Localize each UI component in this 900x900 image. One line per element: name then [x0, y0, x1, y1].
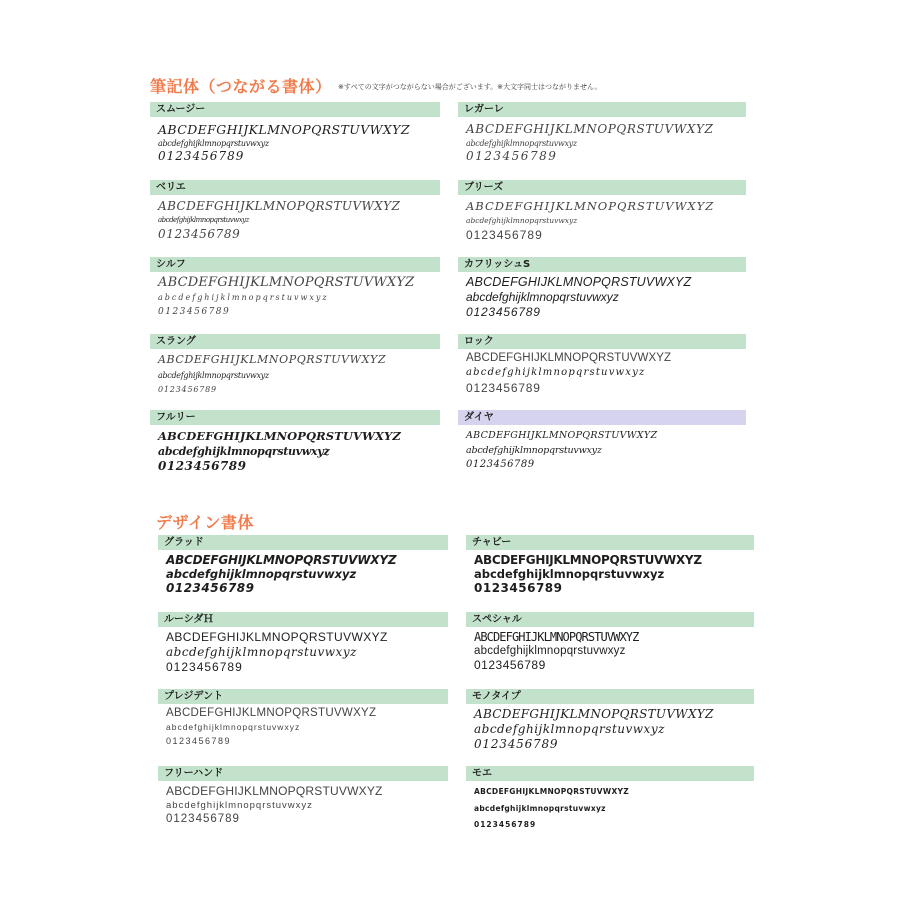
sample-digits: 0123456789: [474, 658, 546, 672]
sample-digits: 0123456789: [158, 385, 217, 394]
sample-digits: 0123456789: [474, 581, 563, 595]
sample-lowercase: abcdefghijklmnopqrstuvwxyz: [166, 722, 301, 732]
sample-uppercase: ABCDEFGHIJKLMNOPQRSTUVWXYZ: [474, 553, 702, 567]
font-name: フルリー: [150, 410, 440, 425]
font-card-special: [466, 612, 754, 672]
font-name: ダイヤ: [458, 410, 746, 425]
sample-uppercase: ABCDEFGHIJKLMNOPQRSTUVWXYZ: [158, 122, 410, 137]
sample-uppercase: ABCDEFGHIJKLMNOPQRSTUVWXYZ: [466, 199, 715, 213]
sample-uppercase: ABCDEFGHIJKLMNOPQRSTUVWXYZ: [166, 553, 397, 567]
sample-lowercase: abcdefghijklmnopqrstuvwxyz: [158, 445, 330, 458]
font-name: シルフ: [150, 257, 440, 272]
font-name: スラング: [150, 334, 440, 349]
sample-digits: 0123456789: [158, 227, 241, 241]
sample-uppercase: ABCDEFGHIJKLMNOPQRSTUVWXYZ: [466, 430, 658, 441]
sample-lowercase: abcdefghijklmnopqrstuvwxyz: [466, 290, 619, 304]
sample-digits: 0123456789: [466, 459, 535, 470]
font-card-slang: [150, 334, 440, 394]
font-card-berrier: [150, 180, 440, 241]
sample-lowercase: abcdefghijklmnopqrstuvwxyz: [166, 645, 357, 659]
sample-lowercase: abcdefghijklmnopqrstuvwxyz: [466, 216, 578, 225]
section-title-script: 筆記体（つながる書体）: [150, 77, 332, 96]
font-card-monotype: [466, 689, 754, 751]
font-name: カフリッシュS: [458, 257, 746, 272]
font-name: モエ: [466, 766, 754, 781]
font-card-diamond: [458, 410, 746, 470]
font-name: グラッド: [158, 535, 448, 550]
sample-digits: 0123456789: [474, 820, 537, 829]
font-card-sylph: [150, 257, 440, 317]
sample-uppercase: ABCDEFGHIJKLMNOPQRSTUVWXYZ: [474, 707, 714, 721]
sample-lowercase: abcdefghijklmnopqrstuvwxyz: [158, 216, 249, 224]
font-card-breeze: [458, 180, 746, 242]
sample-digits: 0123456789: [166, 813, 240, 825]
sample-uppercase: ABCDEFGHIJKLMNOPQRSTUVWXYZ: [466, 122, 714, 136]
sample-lowercase: abcdefghijklmnopqrstuvwxyz: [466, 139, 577, 148]
font-card-lucida-h: [158, 612, 448, 674]
sample-lowercase: abcdefghijklmnopqrstuvwxyz: [474, 645, 626, 657]
sample-uppercase: ABCDEFGHIJKLMNOPQRSTUVWXYZ: [466, 352, 672, 364]
font-name: ブリーズ: [458, 180, 746, 195]
sample-digits: 0123456789: [158, 459, 247, 473]
sample-digits: 0123456789: [158, 307, 231, 317]
sample-lowercase: abcdefghijklmnopqrstuvwxyz: [466, 367, 646, 378]
sample-uppercase: ABCDEFGHIJKLMNOPQRSTUVWXYZ: [158, 275, 415, 290]
sample-digits: 0123456789: [466, 305, 541, 319]
font-name: ルーシダＨ: [158, 612, 448, 627]
section-title-design: デザイン書体: [156, 513, 254, 532]
font-card-fleurie: [150, 410, 440, 473]
sample-uppercase: ABCDEFGHIJKLMNOPQRSTUVWXYZ: [158, 353, 387, 366]
font-name: チャビー: [466, 535, 754, 550]
font-card-president: [158, 689, 448, 746]
sample-uppercase: ABCDEFGHIJKLMNOPQRSTUVWXYZ: [158, 199, 401, 213]
sample-uppercase: ABCDEFGHIJKLMNOPQRSTUVWXYZ: [166, 630, 388, 644]
font-name: レガーレ: [458, 102, 746, 117]
sample-digits: 0123456789: [474, 737, 559, 751]
font-card-freehand: [158, 766, 448, 825]
sample-uppercase: ABCDEFGHIJKLMNOPQRSTUVWXYZ: [166, 784, 383, 798]
font-name: ベリエ: [150, 180, 440, 195]
sample-lowercase: abcdefghijklmnopqrstuvwxyz: [474, 804, 606, 813]
sample-digits: 0123456789: [158, 149, 245, 163]
font-name: ロック: [458, 334, 746, 349]
sample-digits: 0123456789: [466, 149, 558, 163]
sample-uppercase: ABCDEFGHIJKLMNOPQRSTUVWXYZ: [474, 630, 639, 644]
font-card-rock: [458, 334, 746, 395]
sample-digits: 0123456789: [166, 736, 232, 746]
sample-lowercase: abcdefghijklmnopqrstuvwxyz: [166, 800, 313, 811]
font-card-legare: [458, 102, 746, 163]
font-name: モノタイプ: [466, 689, 754, 704]
font-card-smoothie: [150, 102, 440, 163]
sample-lowercase: abcdefghijklmnopqrstuvwxyz: [158, 371, 269, 380]
font-card-chubby: [466, 535, 754, 595]
font-name: スペシャル: [466, 612, 754, 627]
sample-lowercase: abcdefghijklmnopqrstuvwxyz: [158, 139, 269, 148]
font-card-glad: [158, 535, 448, 595]
font-name: スムージー: [150, 102, 440, 117]
sample-digits: 0123456789: [166, 581, 255, 595]
sample-lowercase: abcdefghijklmnopqrstuvwxyz: [166, 567, 357, 581]
sample-digits: 0123456789: [466, 381, 541, 395]
section-note: ※すべての文字がつながらない場合がございます。※大文字同士はつながりません。: [338, 83, 602, 91]
font-card-moe: [466, 766, 754, 829]
font-name: フリーハンド: [158, 766, 448, 781]
sample-lowercase: abcdefghijklmnopqrstuvwxyz: [474, 722, 665, 736]
font-name: プレジデント: [158, 689, 448, 704]
sample-uppercase: ABCDEFGHIJKLMNOPQRSTUVWXYZ: [158, 429, 401, 443]
sample-lowercase: abcdefghijklmnopqrstuvwxyz: [158, 293, 329, 302]
sample-digits: 0123456789: [166, 660, 243, 674]
font-card-caflisch-s: [458, 257, 746, 319]
sample-uppercase: ABCDEFGHIJKLMNOPQRSTUVWXYZ: [166, 707, 377, 719]
sample-digits: 0123456789: [466, 228, 543, 242]
sample-lowercase: abcdefghijklmnopqrstuvwxyz: [466, 445, 602, 456]
sample-uppercase: ABCDEFGHIJKLMNOPQRSTUVWXYZ: [474, 787, 630, 796]
sample-lowercase: abcdefghijklmnopqrstuvwxyz: [474, 567, 665, 581]
sample-uppercase: ABCDEFGHIJKLMNOPQRSTUVWXYZ: [466, 275, 692, 289]
